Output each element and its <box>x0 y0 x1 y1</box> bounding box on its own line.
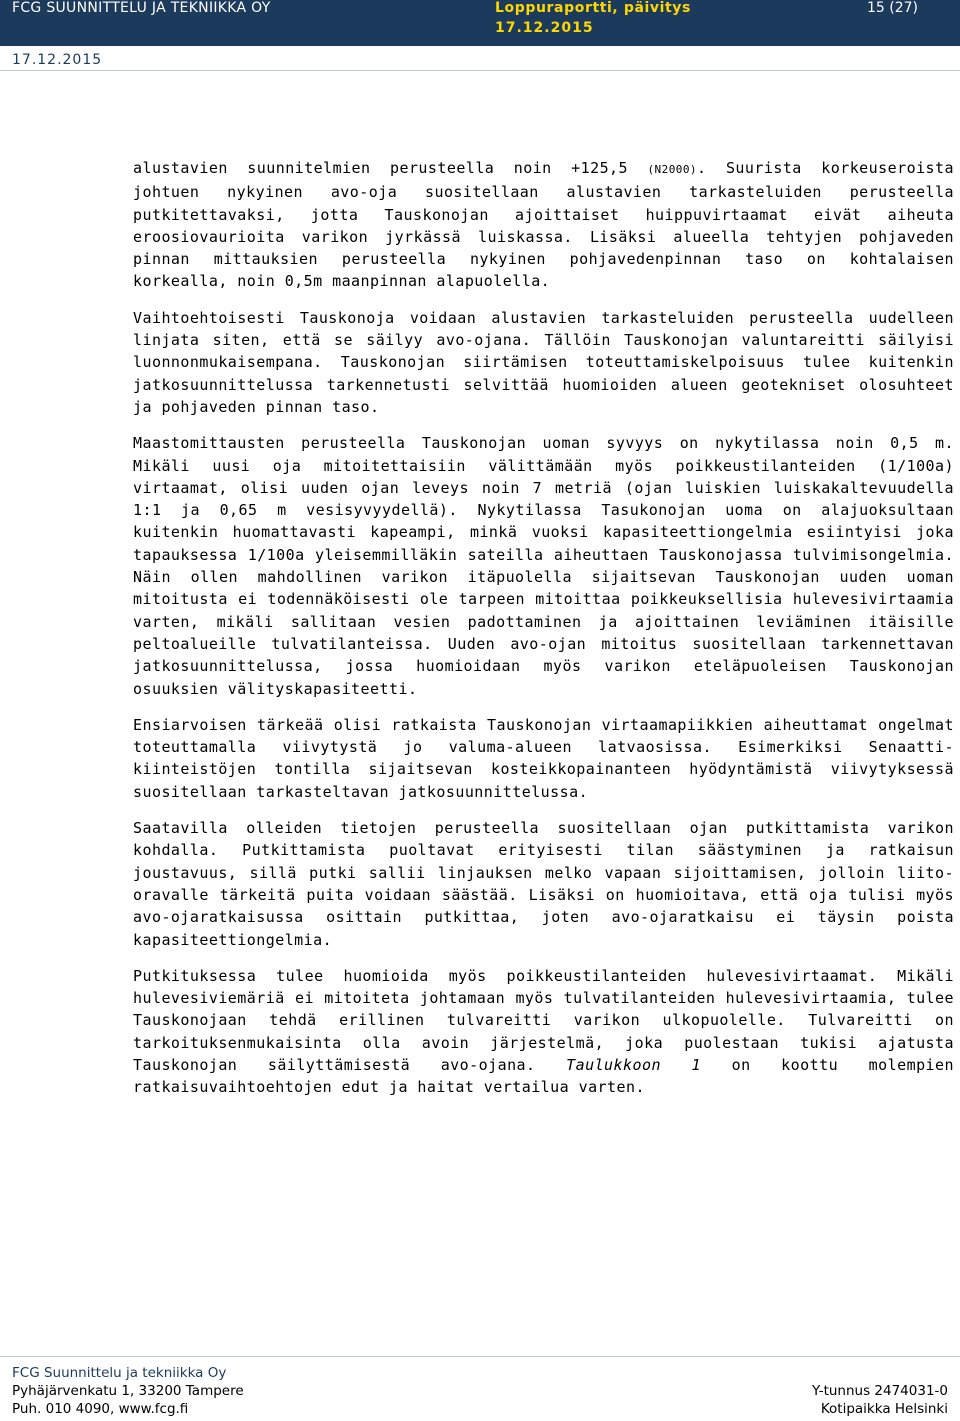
paragraph-1 <box>133 157 954 293</box>
footer-domicile: Kotipaikka Helsinki <box>820 1401 948 1417</box>
header-page-number: 15 (27) <box>867 0 919 16</box>
paragraph-6 <box>133 965 954 1099</box>
paragraph-6-text-b: on koottu molempien ratkaisuvaihtoehtojen edut ja haitat vertailua varten. <box>133 1055 954 1097</box>
header-document-title: Loppuraportti, päivitys <box>495 0 691 16</box>
header-divider <box>0 70 960 71</box>
paragraph-4: Ensiarvoisen tärkeää olisi ratkaista Tauskonojan virtaamapiikkien aiheuttamat ongelmat toteuttamalla viivytystä jo valuma-alueen latvaosissa. Esimerkiksi Senaatti-kiinteistöjen tontilla sijaitsevan kosteikkopainanteen hyödyntämistä viivytyksessä suositellaan tarkasteltavan jatkosuunnittelussa. <box>133 715 954 801</box>
header-company: FCG SUUNNITTELU JA TEKNIIKKA OY <box>12 0 271 16</box>
table-reference: Taulukkoon 1 <box>566 1055 702 1074</box>
datum-label: (N2000) <box>647 163 697 176</box>
footer-company: FCG Suunnittelu ja tekniikka Oy <box>12 1365 227 1381</box>
paragraph-2: Vaihtoehtoisesti Tauskonoja voidaan alustavien tarkasteluiden perusteella uudelleen linjata siten, että se säilyy avo-ojana. Tällöin Tauskonojan valuntareitti säilyisi luonnonmukaisempana. Tauskonojan siirtämisen toteuttamiskelpoisuus tulee kuitenkin jatkosuunnittelussa tarkennetusti selvittää huomioiden alueen geotekniset olosuhteet ja pohjaveden pinnan taso. <box>133 308 954 416</box>
header-document-date: 17.12.2015 <box>495 20 594 36</box>
page-footer <box>12 1364 948 1418</box>
footer-phone: Puh. 010 4090, www.fcg.fi <box>12 1401 189 1417</box>
footer-business-id: Y-tunnus 2474031-0 <box>812 1383 948 1399</box>
paragraph-6-text-a: Putkituksessa tulee huomioida myös poikkeustilanteiden hulevesivirtaamat. Mikäli hulevesiviemäriä ei mitoiteta johtamaan myös tulvatilanteiden hulevesivirtaamia, tulee Tauskonojaan tehdä erillinen tulvareitti varikon ulkopuolelle. Tulvareitti on tarkoituksenmukaisinta olla avoin järjestelmä, joka puolestaan tukisi ajatusta Tauskonojan säilyttämisestä avo-ojana. <box>133 966 954 1074</box>
page-header <box>0 0 960 46</box>
header-date: 17.12.2015 <box>12 52 103 68</box>
paragraph-3: Maastomittausten perusteella Tauskonojan uoman syvyys on nykytilassa noin 0,5 m. Mikäli uusi oja mitoitettaisiin välittämään myös poikkeustilanteiden (1/100a) virtaamat, olisi uuden ojan leveys noin 7 metriä (ojan luiskien luiskakaltevuudella 1:1 ja 0,65 m vesisyvyydellä). Nykytilassa Tasukonojan uoma on alajuoksultaan kuitenkin huomattavasti kapeampi, minkä vuoksi kapasiteettiongelmia esiintyisi joka tapauksessa 1/100a yleisemmilläkin sateilla aiheuttaen Tauskonojassa tulvimisongelmia. Näin ollen mahdollinen varikon itäpuolella sijaitsevan Tauskonojan uuden uoman mitoitusta ei todennäköisesti ole tarpeen mitoittaa poikkeuksellisia hulevesivirtaamia varten, mikäli sallitaan vesien padottaminen ja ajoittainen leviäminen itäisille peltoalueille tulvatilanteissa. Uuden avo-ojan mitoitus suositellaan tarkennettavan jatkosuunnittelussa, jossa huomioidaan myös varikon eteläpuoleisen Tauskonojan osuuksien välityskapasiteetti. <box>133 434 954 698</box>
document-body <box>133 157 954 1113</box>
footer-address: Pyhäjärvenkatu 1, 33200 Tampere <box>12 1383 244 1399</box>
paragraph-1-text-b: . Suurista korkeuseroista johtuen nykyinen avo-oja suositellaan alustavien tarkasteluiden perusteella putkitettavaksi, jotta Tauskonojan ajoittaiset huippuvirtaamat eivät aiheuta eroosiovaurioita varikon jyrkässä luiskassa. Lisäksi alueella tehtyjen pohjaveden pinnan mittauksien perusteella nykyinen pohjavedenpinnan taso on kohtalaisen korkealla, noin 0,5m maanpinnan alapuolella. <box>133 159 954 291</box>
paragraph-5: Saatavilla olleiden tietojen perusteella suositellaan ojan putkittamista varikon kohdalla. Putkittamista puoltavat erityisesti tilan säästyminen ja ratkaisun joustavuus, sillä putki sallii linjauksen melko vapaan sijoittamisen, jolloin liito-oravalle tärkeitä puita voidaan säästää. Lisäksi on huomioitava, että oja tulisi myös avo-ojaratkaisussa osittain putkittaa, joten avo-ojaratkaisu ei täysin poista kapasiteettiongelmia. <box>133 819 954 949</box>
paragraph-1-text-a: alustavien suunnitelmien perusteella noin +125,5 <box>133 159 629 177</box>
footer-divider <box>0 1356 960 1357</box>
